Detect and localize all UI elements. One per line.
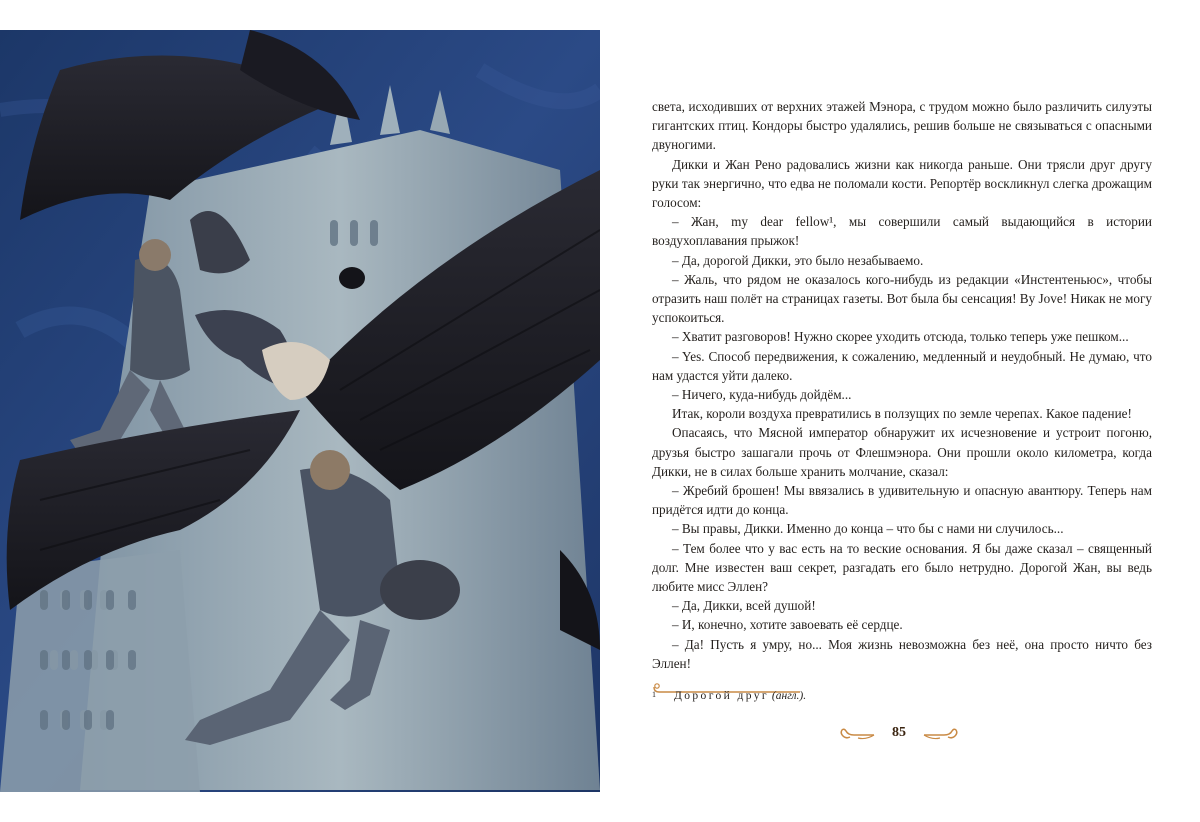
paragraph: – Да, дорогой Дикки, это было незабываемо. (672, 252, 924, 268)
footnote-mark: 1 (652, 690, 656, 699)
page-number-block (840, 724, 958, 746)
paragraph: – Тем более что у вас есть на то веские основания. Я бы даже сказал – священный долг. Мне известен ваш секрет, разгадать его было нетрудно. Дорогой Жан, вы ведь любите мисс Эллен? (652, 540, 1152, 595)
paragraph: – Жан, my dear fellow¹, мы совершили самый выдающийся в истории воздухоплавания прыжок! (652, 214, 1152, 249)
paragraph: света, исходивших от верхних этажей Мэнора, с трудом можно было различить силуэты гигантских птиц. Кондоры быстро удалялись, решив больше не связываться с опасными двуногими. (652, 99, 1152, 153)
footnote (652, 690, 1152, 702)
paragraph: – Да! Пусть я умру, но... Моя жизнь невозможна без неё, она просто ничто без Эллен! (652, 636, 1152, 671)
paragraph: Дикки и Жан Рено радовались жизни как никогда раньше. Они трясли друг другу руки так энергично, что едва не поломали кости. Репортёр воскликнул слегка дрожащим голосом: (652, 156, 1152, 211)
paragraph: – Жребий брошен! Мы ввязались в удивительную и опасную авантюру. Теперь нам придётся идти до конца. (652, 483, 1152, 518)
paragraph: – Хватит разговоров! Нужно скорее уходить отсюда, только теперь уже пешком... (672, 329, 1129, 345)
paragraph: – Ничего, куда-нибудь дойдём... (672, 387, 852, 403)
paragraph: Опасаясь, что Мясной император обнаружит их исчезновение и устроит погоню, друзья быстро зашагали прочь от Флешмэнора. Они прошли около километра, когда Дикки, не в силах больше хранить молчание, сказал: (652, 425, 1152, 479)
footnote-translation: Дорогой друг (674, 690, 770, 702)
right-flourish-icon (922, 727, 958, 743)
paragraph: – И, конечно, хотите завоевать её сердце. (672, 617, 903, 633)
paragraph: – Вы правы, Дикки. Именно до конца – что бы с нами ни случилось... (672, 521, 1064, 537)
condor-illustration-image (0, 30, 600, 792)
illustration (0, 30, 600, 792)
paragraph: – Жаль, что рядом не оказалось кого-нибудь из редакции «Инстентеньюс», чтобы отразить наш полёт на страницах газеты. Вот была бы сенсация! By Jove! Никак не могу успокоиться. (652, 271, 1152, 326)
paragraph: – Да, Дикки, всей душой! (672, 598, 816, 614)
page-number: 85 (892, 725, 906, 740)
paragraph: – Yes. Способ передвижения, к сожалению, медленный и неудобный. Не думаю, что нам удастся уйти далеко. (652, 348, 1152, 383)
left-flourish-icon (840, 727, 876, 743)
footnote-language-note: (англ.). (771, 690, 807, 702)
paragraph: Итак, короли воздуха превратились в ползущих по земле черепах. Какое падение! (672, 406, 1132, 422)
body-text (652, 97, 1152, 673)
